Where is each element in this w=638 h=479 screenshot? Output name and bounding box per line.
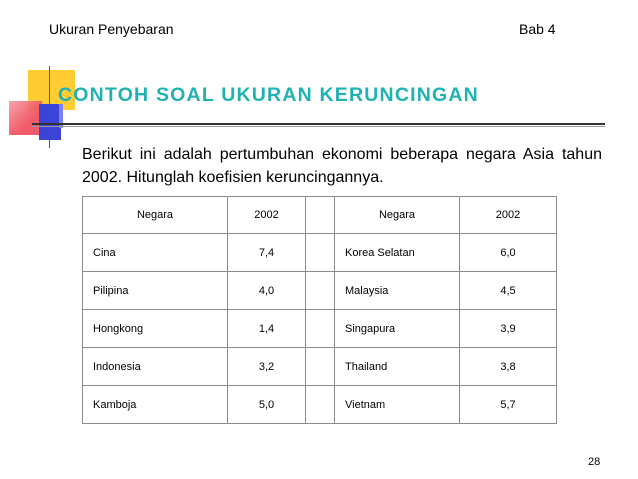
decor-blue-square [39,104,61,140]
col-header-year: 2002 [228,197,306,234]
header-section-title: Ukuran Penyebaran [49,21,174,37]
title-underline-shadow [32,126,605,127]
country-cell: Singapura [335,310,460,348]
table-row [83,272,557,310]
gap-cell [306,310,335,348]
slide-title: CONTOH SOAL UKURAN KERUNCINGAN [58,84,479,106]
value-cell: 1,4 [228,310,306,348]
country-cell: Thailand [335,348,460,386]
gap-cell [306,348,335,386]
country-cell: Indonesia [83,348,228,386]
gap-cell [306,234,335,272]
country-cell: Malaysia [335,272,460,310]
title-underline [32,123,605,125]
gap-cell [306,272,335,310]
country-cell: Kamboja [83,386,228,424]
growth-table [82,196,557,424]
problem-text: Berikut ini adalah pertumbuhan ekonomi beberapa negara Asia tahun 2002. Hitunglah koefisien keruncingannya. [82,146,602,186]
col-header-year-2: 2002 [460,197,557,234]
table-row [83,348,557,386]
value-cell: 5,0 [228,386,306,424]
decor-vertical-line [49,66,50,148]
table-row [83,310,557,348]
value-cell: 3,8 [460,348,557,386]
country-cell: Korea Selatan [335,234,460,272]
country-cell: Hongkong [83,310,228,348]
value-cell: 5,7 [460,386,557,424]
col-header-country-2: Negara [335,197,460,234]
col-header-gap [306,197,335,234]
value-cell: 4,0 [228,272,306,310]
col-header-country: Negara [83,197,228,234]
value-cell: 3,2 [228,348,306,386]
gap-cell [306,386,335,424]
table-header-row [83,197,557,234]
country-cell: Vietnam [335,386,460,424]
decor-pink-highlight [9,101,42,135]
value-cell: 6,0 [460,234,557,272]
table-row [83,234,557,272]
country-cell: Pilipina [83,272,228,310]
value-cell: 3,9 [460,310,557,348]
value-cell: 7,4 [228,234,306,272]
country-cell: Cina [83,234,228,272]
header-chapter: Bab 4 [519,21,556,37]
table-row [83,386,557,424]
page-number: 28 [588,456,601,468]
value-cell: 4,5 [460,272,557,310]
